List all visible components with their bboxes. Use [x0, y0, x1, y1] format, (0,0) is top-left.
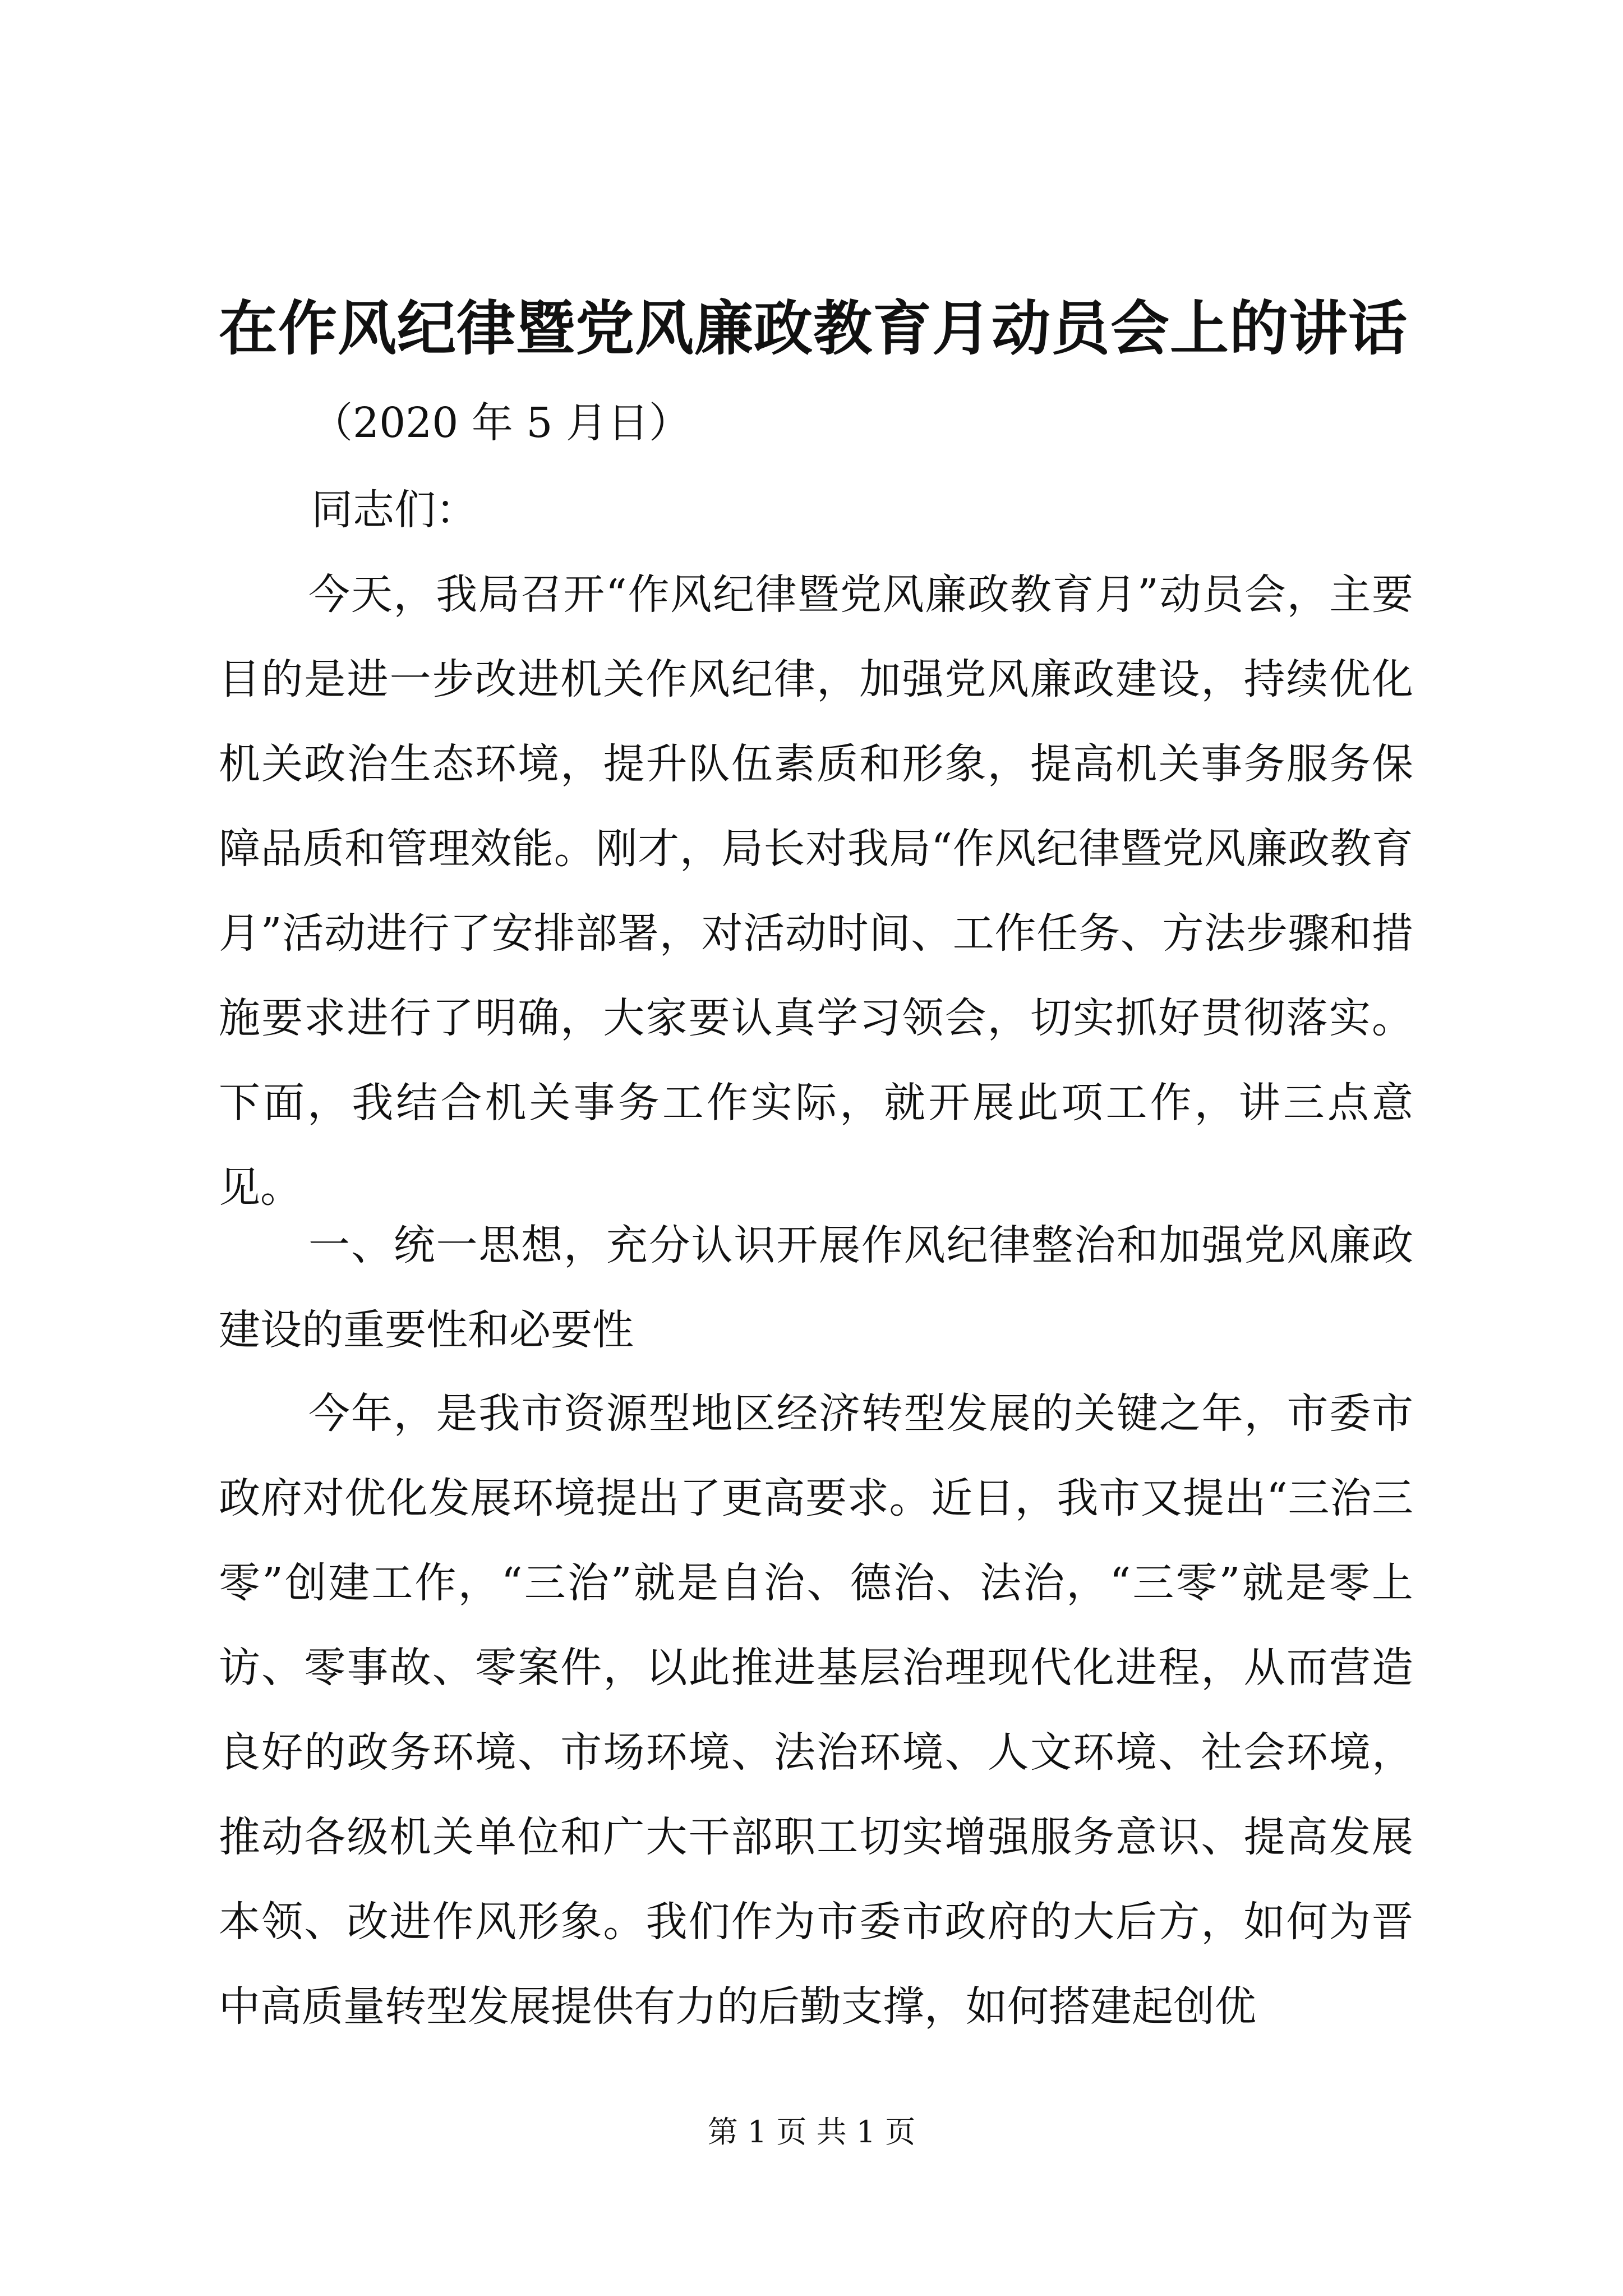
paragraph-context: 今年，是我市资源型地区经济转型发展的关键之年，市委市政府对优化发展环境提出了更高要求。近日，我市又提出“三治三零”创建工作，“三治”就是自治、德治、法治，“三零”就是零上访、零事故、零案件，以此推进基层治理现代化进程，从而营造良好的政务环境、市场环境、法治环境、人文环境、社会环境，推动各级机关单位和广大干部职工切实增强服务意识、提高发展本领、改进作风形象。我们作为市委市政府的大后方，如何为晋中高质量转型发展提供有力的后勤支撑，如何搭建起创优: [219, 1389, 1413, 2031]
section-heading-one: 一、统一思想，充分认识开展作风纪律整治和加强党风廉政建设的重要性和必要性: [219, 1221, 1413, 1354]
document-title: 在作风纪律暨党风廉政教育月动员会上的讲话: [218, 293, 1408, 363]
greeting: 同志们：: [311, 486, 477, 534]
speech-date: （2020 年 5 月日）: [311, 399, 690, 447]
paragraph-intro: 今天，我局召开“作风纪律暨党风廉政教育月”动员会，主要目的是进一步改进机关作风纪律，加强党风廉政建设，持续优化机关政治生态环境，提升队伍素质和形象，提高机关事务服务保障品质和管理效能。刚才，局长对我局“作风纪律暨党风廉政教育月”活动进行了安排部署，对活动时间、工作任务、方法步骤和措施要求进行了明确，大家要认真学习领会，切实抓好贯彻落实。下面，我结合机关事务工作实际，就开展此项工作，讲三点意见。: [219, 570, 1413, 1212]
page-footer: 第 1 页 共 1 页: [707, 2114, 916, 2150]
